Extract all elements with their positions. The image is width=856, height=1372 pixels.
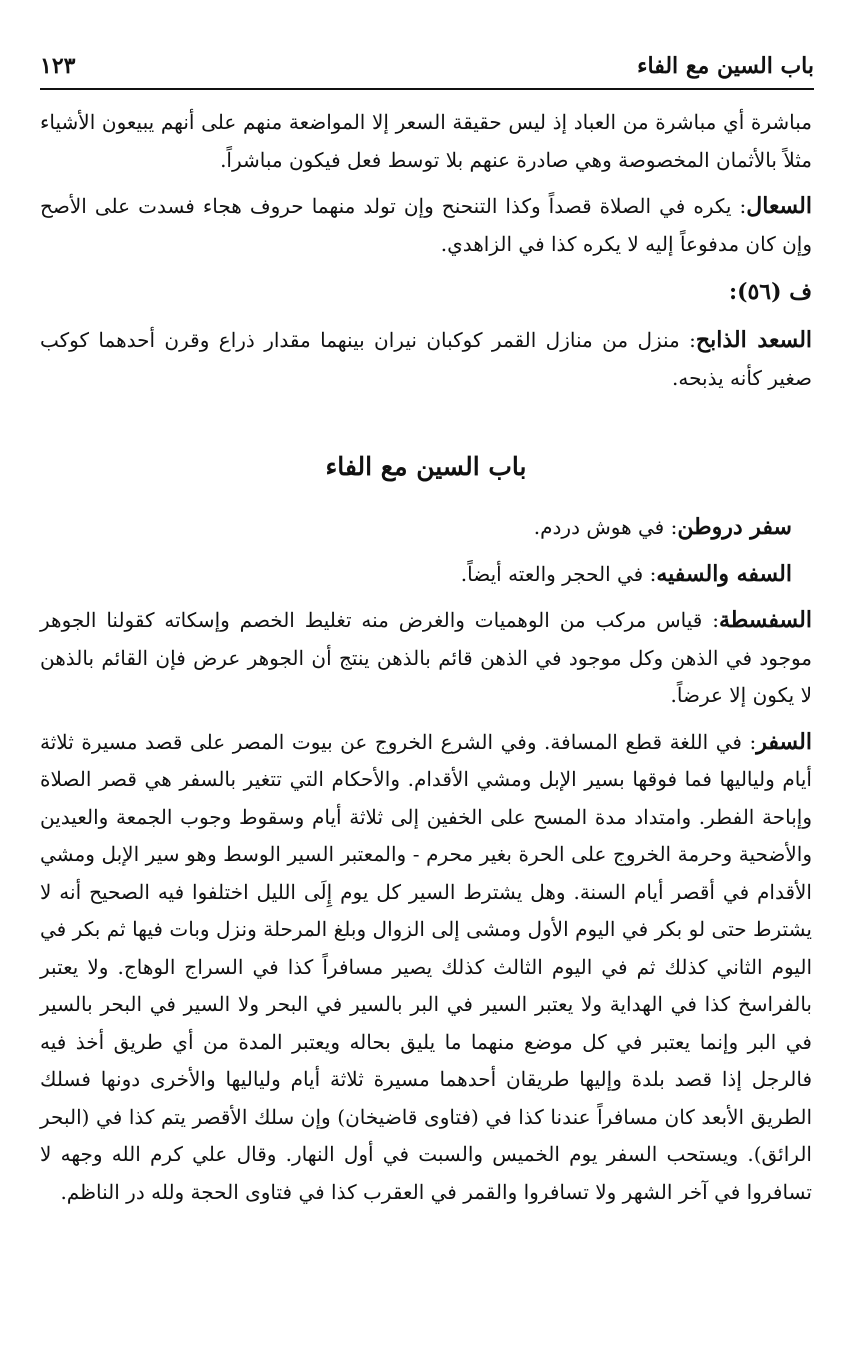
entry-safsata	[40, 602, 812, 715]
entry-term: السفر	[756, 728, 812, 755]
section-fasl-heading: ف (٥٦):	[728, 279, 812, 305]
entry-term: السعال	[746, 193, 812, 219]
entry-term: السفسطة	[718, 607, 812, 633]
entry-definition: : في اللغة قطع المسافة. وفي الشرع الخروج عن بيوت المصر على قصد مسيرة ثلاثة أيام ولياليها فما فوقها بسير الإبل ومشي الأقدام. والأحكام التي تتغير بالسفر هي قصر الصلاة وإباحة الفطر. وامتداد مدة المسح على الخفين إلى ثلاثة أيام وسقوط وجوب الجمعة والعيدين والأضحية وحرمة الخروج على الحرة بغير محرم - والمعتبر السير الوسط وهو سير الإبل ومشي الأقدام في أقصر أيام السنة. وهل يشترط السير كل يوم إِلَى الليل اختلفوا فيه الصحيح أنه لا يشترط حتى لو بكر في اليوم الأول ومشى إلى الزوال وبلغ المرحلة ونزل وبات فيها ثم بكر في اليوم الثاني كذلك ثم في اليوم الثالث كذلك يصير مسافراً كذا في السراج الوهاج. ولا يعتبر بالفراسخ كذا في الهداية ولا يعتبر السير في البر بالسير في البحر ولا السير في البحر بالسير في البر وإنما يعتبر في كل موضع منهما ما يليق بحاله ويعتبر المدة من أي طريق أخذ فيه فالرجل إذا قصد بلدة وإليها طريقان أحدهما مسيرة ثلاثة أيام ولياليها والأخرى دونها فسلك الطريق الأبعد كان مسافراً عندنا كذا في (فتاوى قاضيخان) وإن سلك الأقصر يتم كذا في (البحر الرائق). ويستحب السفر يوم الخميس والسبت في أول النهار. وقال علي كرم الله وجهه لا تسافروا في آخر الشهر ولا تسافروا والقمر في العقرب كذا في فتاوى الحجة ولله در الناظم.	[40, 729, 812, 1204]
entry-term: السفه والسفيه	[656, 560, 792, 587]
page-number: ١٢٣	[40, 53, 76, 79]
entry-safah	[40, 556, 792, 594]
page-body	[40, 104, 812, 1220]
entry-term: السعد الذابح	[695, 327, 813, 353]
entry-definition: : في الحجر والعته أيضاً.	[460, 561, 657, 586]
entry-definition: : قياس مركب من الوهميات والغرض منه تغليط الخصم وإسكاته كقولنا الجوهر موجود في الذهن وكل موجود في الذهن قائم بالذهن ينتج أن الجوهر عرض فإن القائم بالذهن لا يكون إلا عرضاً.	[40, 608, 812, 707]
paragraph-text: مباشرة أي مباشرة من العباد إذ ليس حقيقة السعر إلا المواضعة منهم على أنهم يبيعون الأشياء مثلاً بالأثمان المخصوصة وهي صادرة عنهم بلا توسط فعل فيكون مباشراً.	[40, 110, 812, 172]
paragraph-continuation	[40, 104, 812, 179]
entry-safar-darwatan	[40, 509, 792, 547]
entry-term: سفر دروطن	[677, 514, 792, 540]
entry-definition: : في هوش دردم.	[533, 515, 678, 539]
entry-saad-dhabih	[40, 322, 812, 397]
entry-definition: : يكره في الصلاة قصداً وكذا التنحنح وإن تولد منهما حروف هجاء فسدت على الأصح وإن كان مدفوعاً إليه لا يكره كذا في الزاهدي.	[40, 194, 812, 256]
entry-definition: : منزل من منازل القمر كوكبان نيران بينهما مقدار ذراع وقرن أحدهما كوكب صغير كأنه يذبحه.	[40, 328, 812, 390]
chapter-running-title: باب السين مع الفاء	[637, 53, 814, 79]
entry-suaal	[40, 188, 812, 263]
section-title: باب السين مع الفاء	[325, 452, 527, 481]
entry-safar	[40, 724, 812, 1212]
running-head	[40, 44, 814, 90]
